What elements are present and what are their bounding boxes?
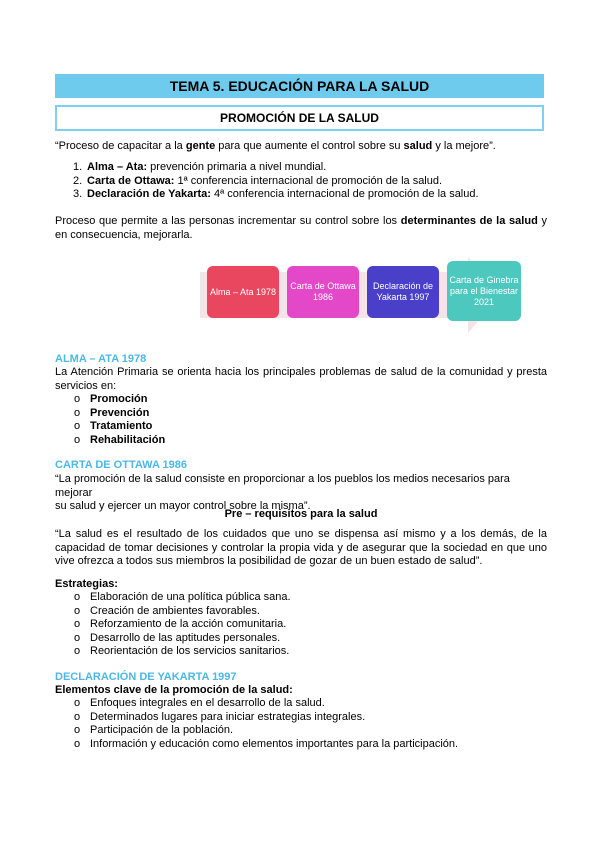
strategies-title: Estrategias: <box>55 578 118 590</box>
list-item: o Reorientación de los servicios sanitarios. <box>74 645 290 657</box>
key-elements-list <box>55 697 535 751</box>
process-text: Proceso que permite a las personas incrementar su control sobre los determinantes de la salud y en consecuencia, mejorarla. <box>55 215 547 241</box>
yakarta-heading: DECLARACIÓN DE YAKARTA 1997 <box>55 671 237 683</box>
prerequisites-quote: “La salud es el resultado de los cuidados que uno se dispensa así mismo y a los demás, de la capacidad de tomar decisiones y controlar la propia vida y de asegurar que la sociedad en que uno vive ofrezca a todos sus miembros la posibilidad de gozar de un buen estado de salud”. <box>55 528 547 567</box>
key-elements-title: Elementos clave de la promoción de la salud: <box>55 684 293 696</box>
alma-ata-services-list <box>55 393 535 447</box>
timeline-box-ottawa: Carta de Ottawa 1986 <box>287 266 359 318</box>
alma-ata-heading: ALMA – ATA 1978 <box>55 353 147 365</box>
page-title: TEMA 5. EDUCACIÓN PARA LA SALUD <box>55 74 544 98</box>
milestones-list <box>55 161 479 202</box>
ottawa-text: “La promoción de la salud consiste en proporcionar a los pueblos los medios necesarios para mejorar su salud y ejercer un mayor control sobre la misma”. <box>55 473 510 512</box>
timeline-diagram <box>200 255 535 335</box>
section-title: PROMOCIÓN DE LA SALUD <box>55 105 544 131</box>
list-item: o Reforzamiento de la acción comunitaria. <box>74 618 287 630</box>
list-item: 1. Alma – Ata: prevención primaria a nivel mundial. <box>73 161 327 173</box>
list-item: o Rehabilitación <box>74 433 166 446</box>
list-item: o Desarrollo de las aptitudes personales. <box>74 631 281 644</box>
list-item: o Creación de ambientes favorables. <box>74 604 260 617</box>
list-item: 3. Declaración de Yakarta: 4ª conferencia internacional de promoción de la salud. <box>73 188 479 200</box>
list-item: o Determinados lugares para iniciar estrategias integrales. <box>74 710 366 723</box>
list-item: 2. Carta de Ottawa: 1ª conferencia internacional de promoción de la salud. <box>73 174 443 187</box>
list-item: o Elaboración de una política pública sana. <box>74 591 291 603</box>
list-item: o Participación de la población. <box>74 724 234 736</box>
list-item: o Información y educación como elementos importantes para la participación. <box>74 737 459 750</box>
ottawa-heading: CARTA DE OTTAWA 1986 <box>55 459 188 471</box>
definition-text: “Proceso de capacitar a la gente para que aumente el control sobre su salud y la mejore”. <box>55 140 496 152</box>
timeline-box-yakarta: Declaración de Yakarta 1997 <box>367 266 439 318</box>
alma-ata-text: La Atención Primaria se orienta hacia los principales problemas de salud de la comunidad y presta servicios en: <box>55 366 547 392</box>
timeline-box-alma-ata: Alma – Ata 1978 <box>207 266 279 318</box>
list-item: o Tratamiento <box>74 420 153 432</box>
list-item: o Prevención <box>74 406 150 419</box>
list-item: o Promoción <box>74 393 148 405</box>
timeline-box-ginebra: Carta de Ginebra para el Bienestar 2021 <box>447 261 521 321</box>
list-item: o Enfoques integrales en el desarrollo de la salud. <box>74 697 325 709</box>
strategies-list <box>55 591 535 659</box>
prerequisites-title: Pre – requisitos para la salud <box>224 508 378 520</box>
